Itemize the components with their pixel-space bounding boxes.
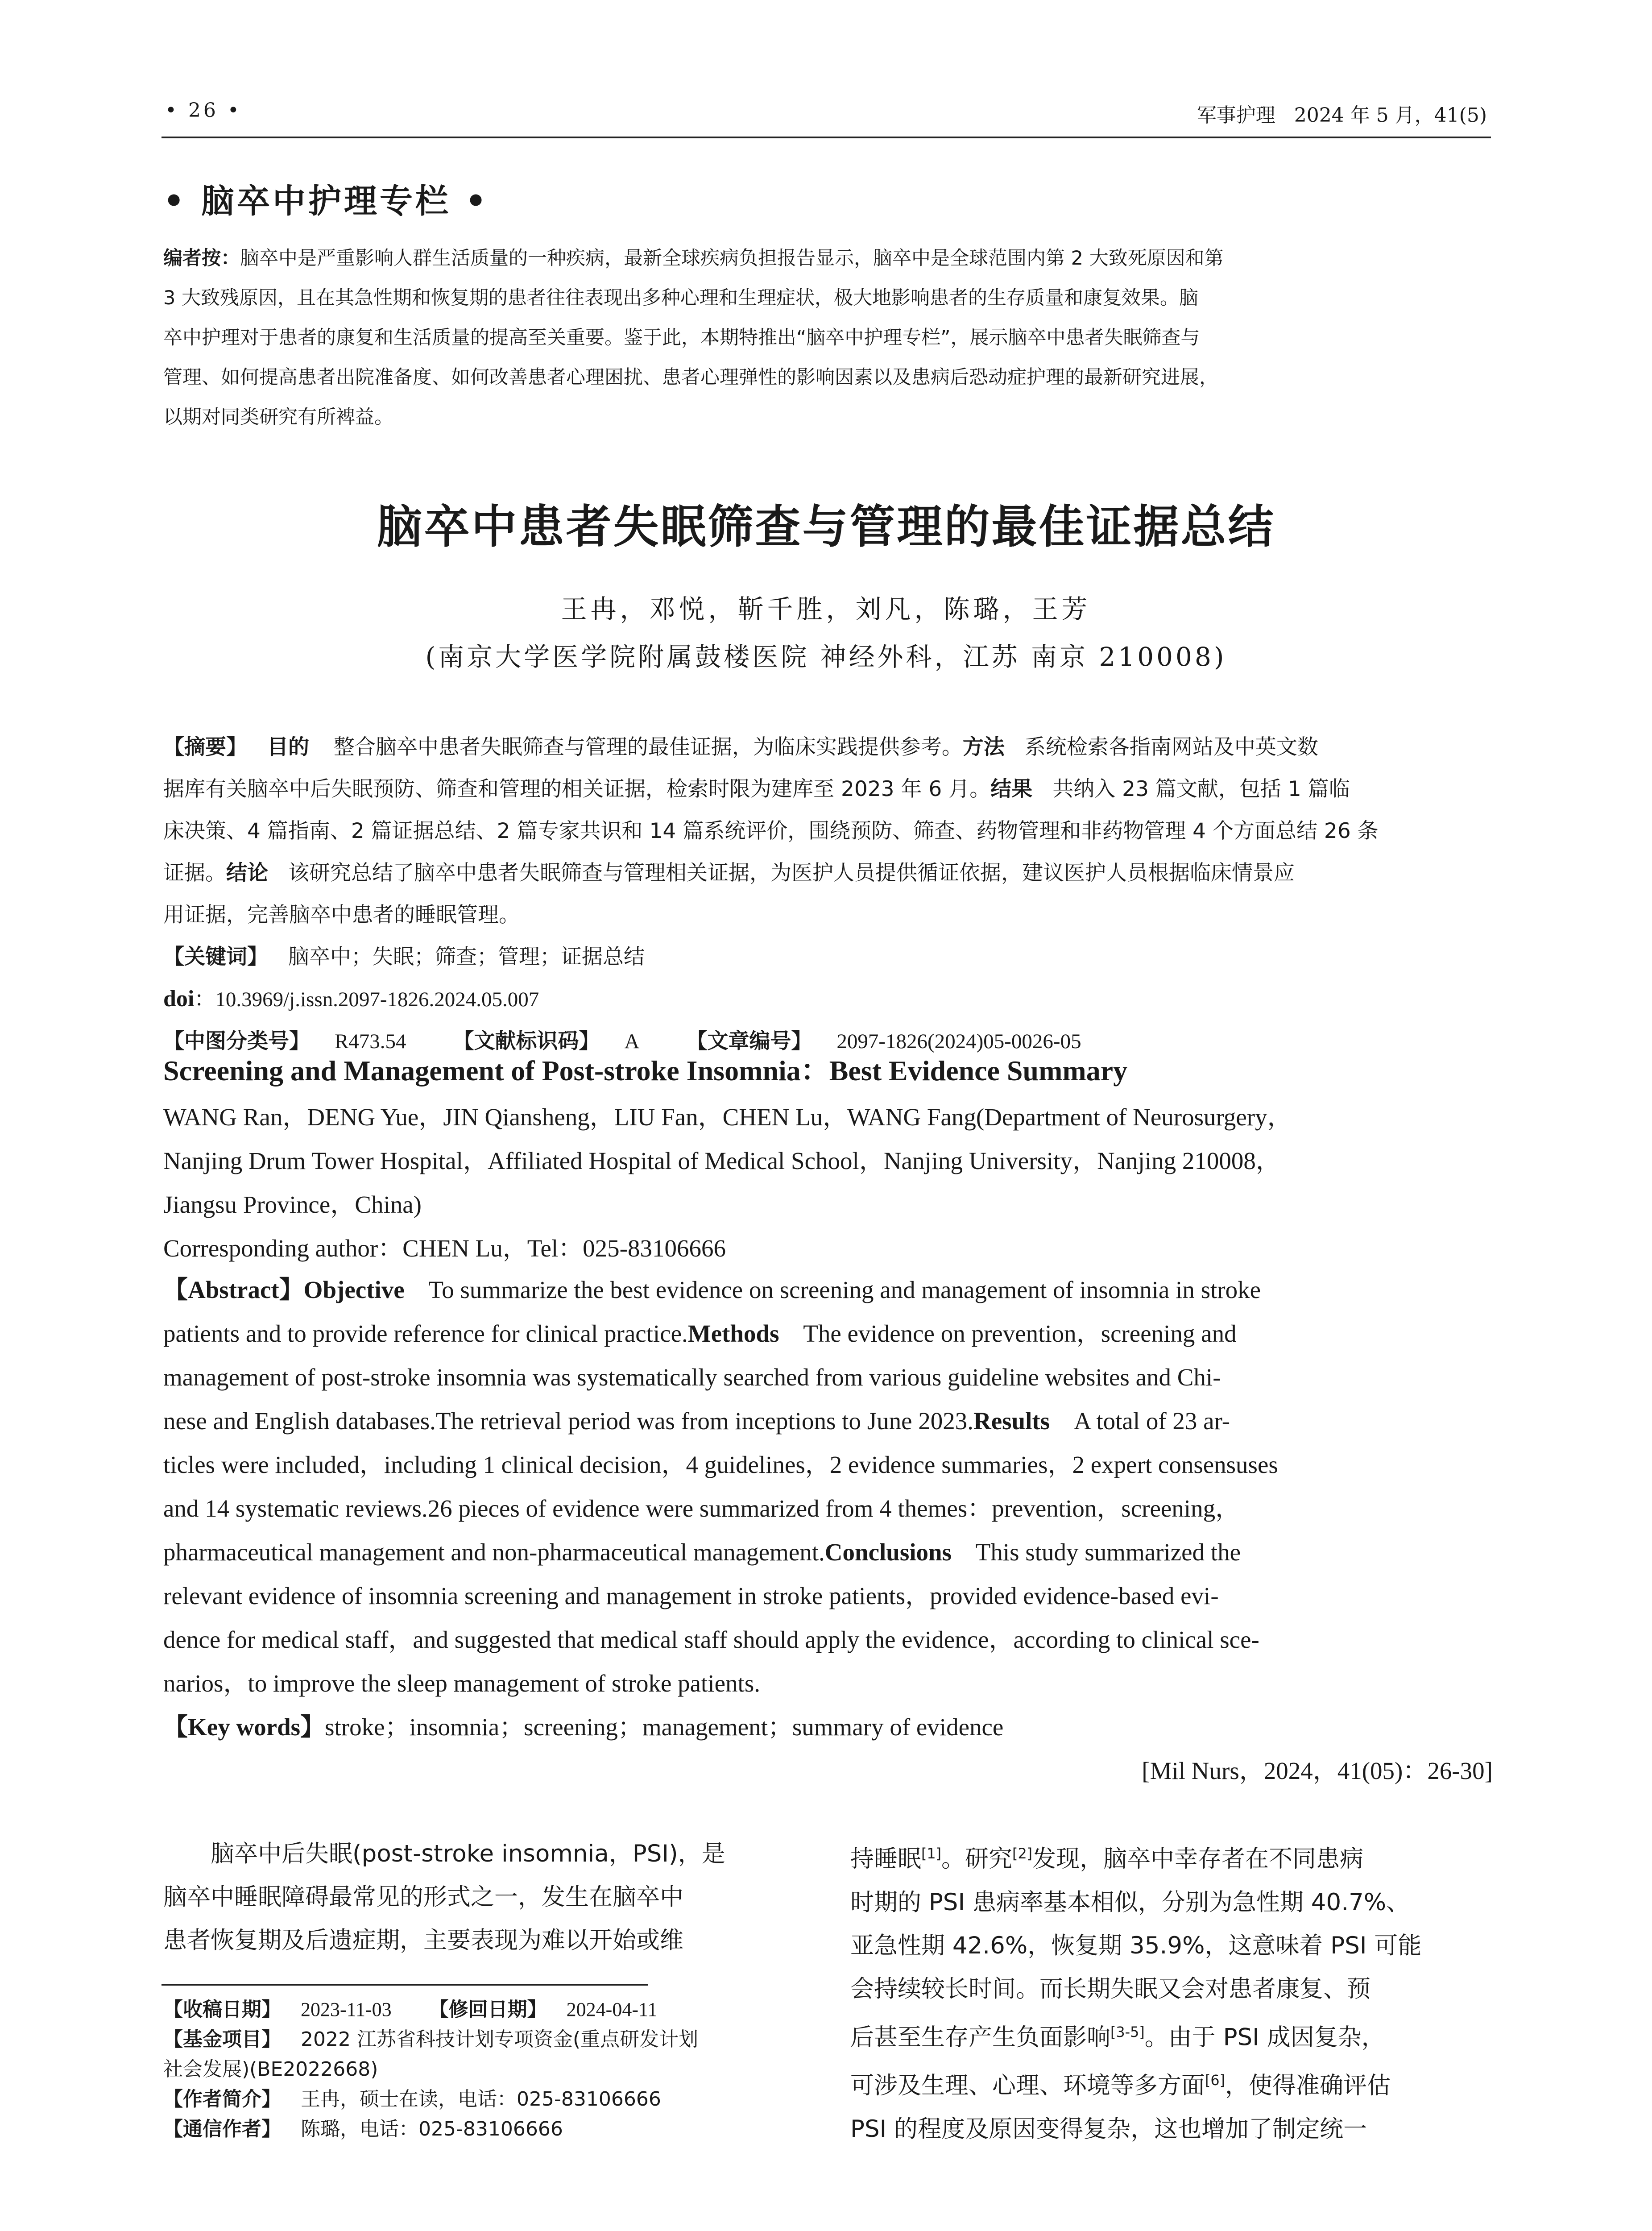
abstract-en-line-6: and 14 systematic reviews.26 pieces of evidence were summarized from 4 themes：prevention，screening， [163,1495,1240,1522]
body-right-column [850,1832,1493,2151]
received-label: 【收稿日期】 [163,1998,281,2021]
column-title: • 脑卒中护理专栏 • [163,182,489,220]
editor-note-label: 编者按： [163,247,240,270]
doi-text: ：10.3969/j.issn.2097-1826.2024.05.007 [194,988,539,1011]
abstract-en-line-2: patients and to provide reference for clinical practice. [163,1320,688,1347]
abstract-purpose-label: 目的 [267,735,309,759]
abstract-en-line-9: dence for medical staff，and suggested that medical staff should apply the evidence，according to clinical sce- [163,1626,1259,1653]
doc-code-value: A [624,1030,640,1053]
body-left-line-3: 患者恢复期及后遗症期，主要表现为难以开始或维 [163,1927,683,1954]
body-right-line-6a: 可涉及生理、心理、环境等多方面 [850,2072,1205,2099]
results-label: Results [973,1407,1050,1435]
body-right-line-1b: 。研究 [941,1845,1013,1873]
clc-value: R473.54 [334,1030,406,1053]
editor-note-line-3: 卒中护理对于患者的康复和生活质量的提高至关重要。鉴于此，本期特推出“脑卒中护理专栏”，展示脑卒中患者失眠筛查与 [163,327,1200,349]
body-right-line-3: 亚急性期 42.6%，恢复期 35.9%，这意味着 PSI 可能 [850,1932,1422,1959]
abstract-en-line-7b: This study summarized the [975,1538,1241,1566]
citation-ref-2[interactable]: [2] [1012,1845,1033,1862]
abstract-purpose-text: 整合脑卒中患者失眠筛查与管理的最佳证据，为临床实践提供参考。 [333,735,963,759]
editor-note-line-4: 管理、如何提高患者出院准备度、如何改善患者心理困扰、患者心理弹性的影响因素以及患病后恐动症护理的最新研究进展， [163,366,1218,389]
keywords-cn-text: 脑卒中；失眠；筛查；管理；证据总结 [288,945,645,969]
editor-note [163,239,1493,437]
body-right-line-4: 会持续较长时间。而长期失眠又会对患者康复、预 [850,1975,1370,2003]
editor-note-line-5: 以期对同类研究有所裨益。 [163,406,393,428]
abstract-en-line-7: pharmaceutical management and non-pharmaceutical management. [163,1538,825,1566]
english-authors-line-1: WANG Ran，DENG Yue，JIN Qiansheng，LIU Fan，CHEN Lu，WANG Fang(Department of Neurosurgery， [163,1103,1292,1131]
abstract-en [163,1268,1493,1793]
body-right-line-1c: 发现，脑卒中幸存者在不同患病 [1032,1845,1364,1873]
header-rule [161,137,1491,138]
body-right-line-1a: 持睡眠 [850,1845,921,1873]
abstract-cn [163,726,1493,1062]
abstract-en-line-4: nese and English databases.The retrieval period was from inceptions to June 2023. [163,1407,974,1435]
abstract-cn-line-2: 据库有关脑卒中后失眠预防、筛查和管理的相关证据，检索时限为建库至 2023 年 6 月。 [163,777,991,801]
author-bio: 王冉，硕士在读，电话：025-83106666 [301,2088,661,2111]
body-right-line-5b: 。由于 PSI 成因复杂， [1144,2024,1385,2051]
fund-line-1: 2022 江苏省科技计划专项资金(重点研发计划 [301,2028,699,2051]
corresponding-author: Corresponding author：CHEN Lu，Tel：025-83106666 [163,1235,726,1262]
keywords-en-label: 【Key words】 [163,1713,325,1741]
abstract-cn-label: 【摘要】 [163,735,247,759]
abstract-en-line-10: narios，to improve the sleep management of stroke patients. [163,1670,760,1697]
footnote-rule [161,1984,648,1986]
objective-label: Objective [303,1276,405,1303]
citation: [Mil Nurs，2024，41(05)：26-30] [1142,1757,1493,1784]
citation-ref-3-5[interactable]: [3-5] [1110,2024,1145,2040]
abstract-methods-text: 系统检索各指南网站及中英文数 [1024,735,1318,759]
abstract-conclusion-label: 结论 [226,861,268,885]
abstract-cn-line-4-pre: 证据。 [163,861,226,885]
body-right-line-2: 时期的 PSI 患病率基本相似，分别为急性期 40.7%、 [850,1888,1410,1916]
citation-ref-6[interactable]: [6] [1205,2072,1226,2089]
received-date: 2023-11-03 [301,1999,392,2020]
footnotes [163,1995,806,2144]
doi-label: doi [163,986,195,1012]
body-left-column [163,1832,806,1962]
english-authors-line-2: Nanjing Drum Tower Hospital，Affiliated Hospital of Medical School，Nanjing University，Nanjing 210008， [163,1147,1280,1174]
methods-label: Methods [687,1320,779,1347]
corresponding-label: 【通信作者】 [163,2118,281,2140]
fund-label: 【基金项目】 [163,2028,281,2051]
doc-code-label: 【文献标识码】 [453,1029,600,1053]
english-authors-line-3: Jiangsu Province，China) [163,1191,422,1218]
author-bio-label: 【作者简介】 [163,2088,281,2111]
revised-date: 2024-04-11 [566,1999,658,2020]
keywords-en-text: stroke；insomnia；screening；management；summary of evidence [325,1713,1004,1741]
abstract-cn-line-5: 用证据，完善脑卒中患者的睡眠管理。 [163,903,520,927]
journal-header: 军事护理 2024 年 5 月，41(5) [1197,104,1487,127]
editor-note-line-2: 3 大致残原因，且在其急性期和恢复期的患者往往表现出多种心理和生理症状，极大地影响患者的生存质量和康复效果。脑 [163,287,1199,309]
body-left-line-1: 脑卒中后失眠(post-stroke insomnia，PSI)，是 [211,1840,725,1867]
abstract-en-line-8: relevant evidence of insomnia screening and management in stroke patients，provided evidence-based evi- [163,1582,1219,1609]
article-affiliation: (南京大学医学院附属鼓楼医院 神经外科，江苏 南京 210008) [425,642,1227,672]
body-right-line-5a: 后甚至生存产生负面影响 [850,2024,1110,2051]
abstract-methods-label: 方法 [962,735,1005,759]
body-left-line-2: 脑卒中睡眠障碍最常见的形式之一，发生在脑卒中 [163,1883,683,1911]
article-number-value: 2097-1826(2024)05-0026-05 [836,1030,1081,1053]
abstract-en-line-5: ticles were included，including 1 clinical decision，4 guidelines，2 evidence summaries，2 expert consensuses [163,1451,1278,1478]
page-number: • 26 • [165,99,242,122]
english-title: Screening and Management of Post-stroke Insomnia：Best Evidence Summary [163,1055,1128,1086]
abstract-results-text: 共纳入 23 篇文献，包括 1 篇临 [1052,777,1350,801]
article-number-label: 【文章编号】 [686,1029,812,1053]
abstract-results-label: 结果 [990,777,1033,801]
body-right-line-6b: ，使得准确评估 [1225,2072,1391,2099]
abstract-en-line-2b: The evidence on prevention，screening and [803,1320,1237,1347]
abstract-en-label: 【Abstract】 [163,1276,304,1303]
body-right-line-7: PSI 的程度及原因变得复杂，这也增加了制定统一 [850,2115,1367,2143]
abstract-en-line-4b: A total of 23 ar- [1073,1407,1230,1435]
abstract-en-line-1: To summarize the best evidence on screening and management of insomnia in stroke [428,1276,1261,1303]
abstract-cn-line-3: 床决策、4 篇指南、2 篇证据总结、2 篇专家共识和 14 篇系统评价，围绕预防、筛查、药物管理和非药物管理 4 个方面总结 26 条 [163,819,1379,843]
revised-label: 【修回日期】 [429,1998,547,2021]
corresponding-contact: 陈璐，电话：025-83106666 [301,2118,563,2140]
abstract-conclusion-text: 该研究总结了脑卒中患者失眠筛查与管理相关证据，为医护人员提供循证依据，建议医护人员根据临床情景应 [288,861,1295,885]
editor-note-line-1: 脑卒中是严重影响人群生活质量的一种疾病，最新全球疾病负担报告显示，脑卒中是全球范围内第 2 大致死原因和第 [240,247,1224,270]
conclusions-label: Conclusions [824,1538,952,1566]
english-authors [163,1095,1493,1270]
citation-ref-1[interactable]: [1] [921,1845,942,1862]
article-authors: 王冉，邓悦，靳千胜，刘凡，陈璐，王芳 [561,594,1091,624]
keywords-cn-label: 【关键词】 [163,945,268,969]
clc-label: 【中图分类号】 [163,1029,310,1053]
abstract-en-line-3: management of post-stroke insomnia was systematically searched from various guideline websites and Chi- [163,1364,1221,1391]
article-title: 脑卒中患者失眠筛查与管理的最佳证据总结 [377,501,1275,554]
fund-line-2: 社会发展)(BE2022668) [163,2058,378,2081]
